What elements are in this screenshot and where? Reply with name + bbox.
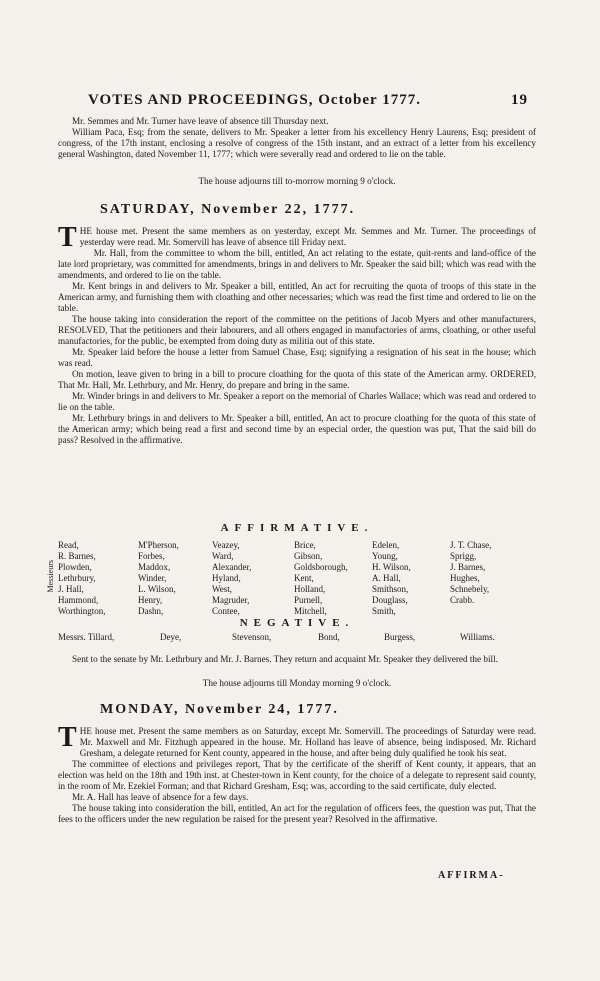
vote-name: Alexander, [212,562,252,572]
vote-name: Forbes, [138,551,165,561]
vote-name: J. Hall, [58,584,84,594]
vote-name: Veazey, [212,540,240,550]
vote-name: Douglass, [372,595,408,605]
page-number: 19 [511,92,528,108]
vote-name: Henry, [138,595,163,605]
vote-column [450,540,491,606]
paragraph: Mr. Semmes and Mr. Turner have leave of absence till Thursday next. [72,116,329,126]
vote-name: Smith, [372,606,396,616]
vote-name: Young, [372,551,398,561]
vote-name: Magruder, [212,595,250,605]
paragraph: Mr. Kent brings in and delivers to Mr. Speaker a bill, entitled, An act for recruiting the quota of troops of this state in the American army, and furnishing them with cloathing and other necessaries; which was read the first time and ordered to lie on the table. [58,281,536,313]
header-title: VOTES AND PROCEEDINGS, October 1777. [88,92,421,108]
saturday-section [58,222,536,446]
vote-name: Edelen, [372,540,400,550]
vote-name: Mitchell, [294,606,327,616]
vote-name: Kent, [294,573,314,583]
vote-name: Schnebely, [450,584,490,594]
paragraph-text: HE house met. Present the same members as on Saturday, except Mr. Somervill. The proceedings of Saturday were read. Mr. Maxwell and Mr. Fitzhugh appeared in the house. Mr. Holland has leave of absence, being indisposed. Mr. Richard Gresham, a delegate returned for Kent county, appeared in the house, and after being duly qualified he took his seat. [79,726,536,758]
vote-column [138,540,179,617]
vote-column [294,540,348,617]
vote-name: Goldsborough, [294,562,348,572]
vote-column [372,540,411,617]
vote-name: J. Barnes, [450,562,486,572]
catchword: AFFIRMA- [438,870,505,881]
paragraph [58,722,536,759]
paragraph: Mr. Winder brings in and delivers to Mr. Speaker a report on the memorial of Charles Wallace; which was read and ordered to lie on the table. [58,391,536,412]
negative-name: Williams. [460,632,495,642]
vote-name: Lethrbury, [58,573,96,583]
paragraph: On motion, leave given to bring in a bill to procure cloathing for the quota of this state of the American army. ORDERED, That Mr. Hall, Mr. Lethrbury, and Mr. Henry, do prepare and bring in the same. [58,369,536,390]
adjournment: The house adjourns till Monday morning 9 o'clock. [202,678,392,688]
vote-name: R. Barnes, [58,551,96,561]
paragraph: William Paca, Esq; from the senate, delivers to Mr. Speaker a letter from his excellency Henry Laurens, Esq; president of congress, of the 17th instant, enclosing a resolve of congress of the 15th instant, and an extract of a letter from his excellency general Washington, dated November 11, 1777; which were severally read and ordered to lie on the table. [58,127,536,159]
paragraph: The house taking into consideration the report of the committee on the petitions of Jacob Myers and other manufacturers, RESOLVED, That the petitioners and their labourers, and all others engaged in manufactories of arms, cloathing, or other useful manufactories, for the public, be exempted from doing duty as militia out of this state. [58,314,536,346]
vote-name: A. Hall, [372,573,401,583]
messieurs-label: Messieurs [46,560,55,593]
vote-name: Ward, [212,551,234,561]
opening-paragraphs [58,116,536,160]
negative-name: Bond, [318,632,340,642]
vote-name: Plowden, [58,562,92,572]
vote-name: Sprigg, [450,551,477,561]
vote-name: M'Pherson, [138,540,179,550]
paragraph: Mr. A. Hall has leave of absence for a few days. [72,792,249,802]
negative-name: Messrs. Tillard, [58,632,115,642]
negative-name: Burgess, [384,632,416,642]
post-vote [58,654,536,665]
vote-name: H. Wilson, [372,562,411,572]
vote-name: Gibson, [294,551,323,561]
day-heading-monday: MONDAY, November 24, 1777. [100,702,339,717]
paragraph: The committee of elections and privileges report, That by the certificate of the sheriff of Kent county, it appears, that an election was held on the 18th and 19th inst. at Chester-town in Kent county, for the choice of a delegate to represent said county, in the room of Mr. Ezekiel Forman; and that Richard Gresham, Esq; was, according to the said certificate, duly elected. [58,759,536,791]
paragraph-text: HE house met. Present the same members as on yesterday, except Mr. Semmes and Mr. Turner. The proceedings of yesterday were read. Mr. Somervill has leave of absence till Friday next. [79,226,536,247]
running-header [88,92,528,109]
day-heading-saturday: SATURDAY, November 22, 1777. [100,202,356,217]
paragraph: Mr. Speaker laid before the house a letter from Samuel Chase, Esq; signifying a resignation of his seat in the house; which was read. [58,347,536,368]
paragraph: Sent to the senate by Mr. Lethrbury and Mr. J. Barnes. They return and acquaint Mr. Speaker they delivered the bill. [72,654,498,664]
paragraph: The house taking into consideration the bill, entitled, An act for the regulation of officers fees, the question was put, That the fees to the officers under the new regulation be raised for the present year? Resolved in the affirmative. [58,803,536,824]
vote-name: Dashn, [138,606,164,616]
negative-name: Deye, [160,632,182,642]
vote-name: Maddox, [138,562,171,572]
vote-name: Crabb. [450,595,475,605]
vote-column [58,540,106,617]
paragraph [58,222,536,253]
vote-name: Contee, [212,606,240,616]
adjournment: The house adjourns till to-morrow morning 9 o'clock. [198,176,396,186]
vote-name: Smithson, [372,584,409,594]
paragraph: Mr. Hall, from the committee to whom the bill, entitled, An act relating to the estate, quit-rents and land-office of the late lord proprietary, was committed for amendments, brings in and delivers to Mr. Speaker the said bill; which was read with the amendments, and ordered to lie on the table. [58,248,536,280]
drop-cap: T [58,722,77,753]
monday-section [58,722,536,825]
affirmative-heading: AFFIRMATIVE. [220,522,374,534]
vote-name: Holland, [294,584,326,594]
negative-heading: NEGATIVE. [239,617,355,629]
vote-name: Hughes, [450,573,480,583]
vote-name: J. T. Chase, [450,540,492,550]
vote-name: Hyland, [212,573,241,583]
vote-column [212,540,251,617]
vote-name: Hammond, [58,595,99,605]
vote-name: West, [212,584,233,594]
vote-name: Winder, [138,573,167,583]
vote-name: Worthington, [58,606,106,616]
vote-name: Purnell, [294,595,323,605]
paragraph: Mr. Lethrbury brings in and delivers to Mr. Speaker a bill, entitled, An act to procure cloathing for the quota of this state of the American army; which being read a first and second time by an especial order, the question was put, That the said bill do pass? Resolved in the affirmative. [58,413,536,445]
negative-name: Stevenson, [232,632,272,642]
vote-name: L. Wilson, [138,584,176,594]
drop-cap: T [58,222,77,253]
vote-name: Brice, [294,540,316,550]
vote-name: Read, [58,540,79,550]
